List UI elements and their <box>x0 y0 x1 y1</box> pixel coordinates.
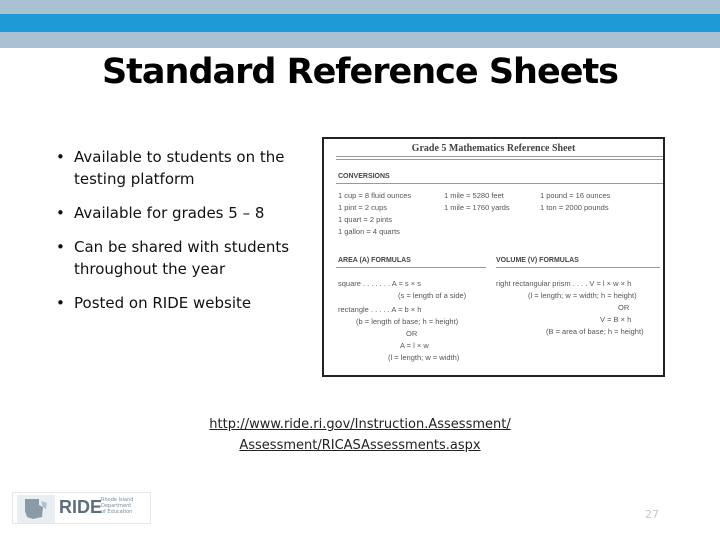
area-formula-line: rectangle . . . . . A = b × h <box>338 305 422 314</box>
slide-title: Standard Reference Sheets <box>101 52 619 92</box>
ride-website-link[interactable] <box>150 414 570 456</box>
url-line-1[interactable]: http://www.ride.ri.gov/Instruction.Assessment/ <box>209 417 511 432</box>
conversions-heading: CONVERSIONS <box>338 173 390 180</box>
header-band-bottom <box>0 32 720 48</box>
area-formulas-heading: AREA (A) FORMULAS <box>338 257 411 264</box>
conversion-cell: 1 mile = 5280 feet <box>444 191 504 200</box>
header-band-accent <box>0 14 720 32</box>
divider <box>336 159 663 160</box>
ride-logo-subtext-line: of Education <box>101 509 133 515</box>
conversion-cell: 1 cup = 8 fluid ounces <box>338 191 412 200</box>
bullet-text: Can be shared with students throughout the year <box>74 238 290 278</box>
conversion-cell: 1 gallon = 4 quarts <box>338 227 400 236</box>
ride-logo-text: RIDE <box>59 497 103 517</box>
bullet-marker: • <box>56 294 65 312</box>
bullet-text: Posted on RIDE website <box>74 294 252 312</box>
bullet-item <box>56 292 318 314</box>
ride-logo-subtext-line: Department <box>101 503 132 509</box>
bullet-item <box>56 146 318 190</box>
area-formula-line: (b = length of base; h = height) <box>356 317 459 326</box>
volume-formula-line: (l = length; w = width; h = height) <box>528 291 637 300</box>
divider <box>336 183 663 184</box>
volume-formula-line: OR <box>618 303 630 312</box>
volume-formula-line: (B = area of base; h = height) <box>546 327 644 336</box>
volume-formula-line: V = B × h <box>600 315 632 324</box>
divider <box>336 267 486 268</box>
area-formula-line: square . . . . . . . A = s × s <box>338 279 421 288</box>
area-formula-line: OR <box>406 329 418 338</box>
header-band-top <box>0 0 720 14</box>
conversion-cell: 1 quart = 2 pints <box>338 215 392 224</box>
bullet-text: Available for grades 5 – 8 <box>74 204 265 222</box>
bullet-list <box>56 146 318 326</box>
bullet-marker: • <box>56 148 65 166</box>
bullet-marker: • <box>56 204 65 222</box>
conversion-cell: 1 pint = 2 cups <box>338 203 387 212</box>
divider <box>336 156 663 157</box>
ride-logo-subtext <box>101 497 133 515</box>
conversion-cell: 1 ton = 2000 pounds <box>540 203 609 212</box>
conversion-cell: 1 pound = 16 ounces <box>540 191 611 200</box>
area-formula-line: (s = length of a side) <box>398 291 467 300</box>
page-number: 27 <box>645 508 659 521</box>
conversion-cell: 1 mile = 1760 yards <box>444 203 510 212</box>
volume-formula-line: right rectangular prism . . . . V = l × w × h <box>496 279 632 288</box>
area-formula-line: (l = length; w = width) <box>388 353 460 362</box>
bullet-item <box>56 236 318 280</box>
bullet-item <box>56 202 318 224</box>
bullet-marker: • <box>56 238 65 256</box>
reference-sheet-image <box>322 137 665 377</box>
header-bands <box>0 0 720 48</box>
url-line-2[interactable]: Assessment/RICASAssessments.aspx <box>239 438 481 453</box>
reference-sheet-title: Grade 5 Mathematics Reference Sheet <box>411 143 576 154</box>
bullet-text: Available to students on the testing platform <box>74 148 285 188</box>
ride-logo <box>12 492 151 524</box>
ride-logo-subtext-line: Rhode Island <box>101 497 134 503</box>
divider <box>496 267 660 268</box>
volume-formulas-heading: VOLUME (V) FORMULAS <box>496 257 579 264</box>
rhode-island-map-icon <box>17 495 55 523</box>
area-formula-line: A = l × w <box>400 341 429 350</box>
